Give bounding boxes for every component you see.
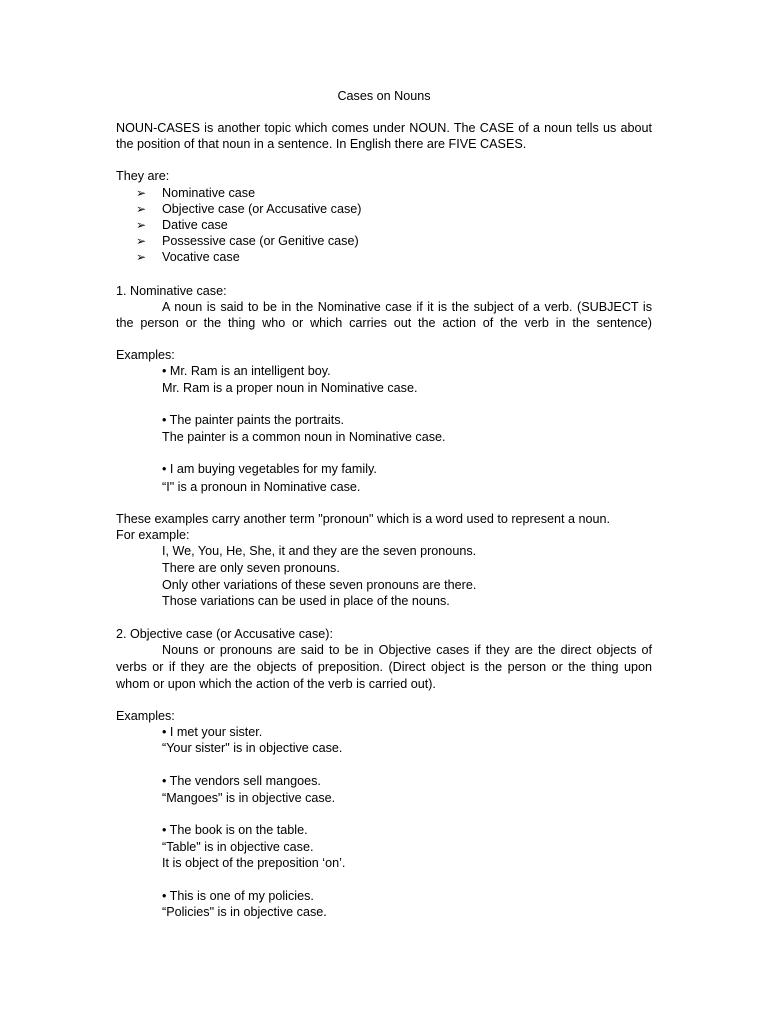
example-sentence: • The vendors sell mangoes. <box>162 774 321 788</box>
example-sentence: • This is one of my policies. <box>162 889 314 903</box>
section-2-examples-label: Examples: <box>116 709 175 723</box>
case-list-label: Possessive case (or Genitive case) <box>162 234 359 248</box>
intro-line-1: NOUN-CASES is another topic which comes under NOUN. The CASE of a noun tells us about <box>116 121 652 135</box>
section-2-heading: 2. Objective case (or Accusative case): <box>116 627 333 641</box>
case-list-item <box>136 185 255 201</box>
intro-line-2: the position of that noun in a sentence. In English there are FIVE CASES. <box>116 137 527 151</box>
example-explanation: “Policies" is in objective case. <box>162 905 327 919</box>
case-list-item <box>136 249 240 265</box>
example-explanation: “I" is a pronoun in Nominative case. <box>162 480 361 494</box>
example-explanation: “Your sister" is in objective case. <box>162 741 343 755</box>
example-sentence: • I am buying vegetables for my family. <box>162 462 377 476</box>
section-2-definition-line-3: whom or upon which the action of the verb is carried out). <box>116 677 436 691</box>
arrow-bullet-icon: ➢ <box>136 250 147 264</box>
arrow-bullet-icon: ➢ <box>136 234 147 248</box>
section-1-definition-line-2: the person or the thing who or which carries out the action of the verb in the sentence) <box>116 316 652 330</box>
section-2-definition-line-1: Nouns or pronouns are said to be in Objective cases if they are the direct objects of <box>162 643 652 657</box>
example-sentence: • The book is on the table. <box>162 823 308 837</box>
pronoun-note-line-2: For example: <box>116 528 190 542</box>
example-sentence: • Mr. Ram is an intelligent boy. <box>162 364 331 378</box>
example-explanation: Mr. Ram is a proper noun in Nominative case. <box>162 381 418 395</box>
example-sentence: • The painter paints the portraits. <box>162 413 344 427</box>
example-explanation: The painter is a common noun in Nominative case. <box>162 430 446 444</box>
pronoun-detail: I, We, You, He, She, it and they are the seven pronouns. <box>162 544 477 558</box>
section-2-definition-line-2: verbs or if they are the objects of preposition. (Direct object is the person or the thing upon <box>116 660 652 674</box>
section-1-definition-line-1: A noun is said to be in the Nominative case if it is the subject of a verb. (SUBJECT is <box>162 300 652 314</box>
arrow-bullet-icon: ➢ <box>136 218 147 232</box>
case-list-label: Vocative case <box>162 250 240 264</box>
case-list-label: Dative case <box>162 218 228 232</box>
example-explanation: “Mangoes" is in objective case. <box>162 791 336 805</box>
case-list-label: Nominative case <box>162 186 256 200</box>
example-extra-note: It is object of the preposition ‘on’. <box>162 856 346 870</box>
arrow-bullet-icon: ➢ <box>136 186 147 200</box>
case-list-item <box>136 217 228 233</box>
case-list-item <box>136 233 359 249</box>
pronoun-detail: There are only seven pronouns. <box>162 561 340 575</box>
case-list-item <box>136 201 361 217</box>
pronoun-detail: Only other variations of these seven pronouns are there. <box>162 578 477 592</box>
section-1-heading: 1. Nominative case: <box>116 284 227 298</box>
section-1-examples-label: Examples: <box>116 348 175 362</box>
example-explanation: “Table" is in objective case. <box>162 840 314 854</box>
arrow-bullet-icon: ➢ <box>136 202 147 216</box>
example-sentence: • I met your sister. <box>162 725 263 739</box>
pronoun-note-line-1: These examples carry another term "pronoun" which is a word used to represent a noun. <box>116 512 611 526</box>
case-list-label: Objective case (or Accusative case) <box>162 202 362 216</box>
pronoun-detail: Those variations can be used in place of the nouns. <box>162 594 450 608</box>
document-title: Cases on Nouns <box>337 89 431 103</box>
they-are-label: They are: <box>116 169 170 183</box>
